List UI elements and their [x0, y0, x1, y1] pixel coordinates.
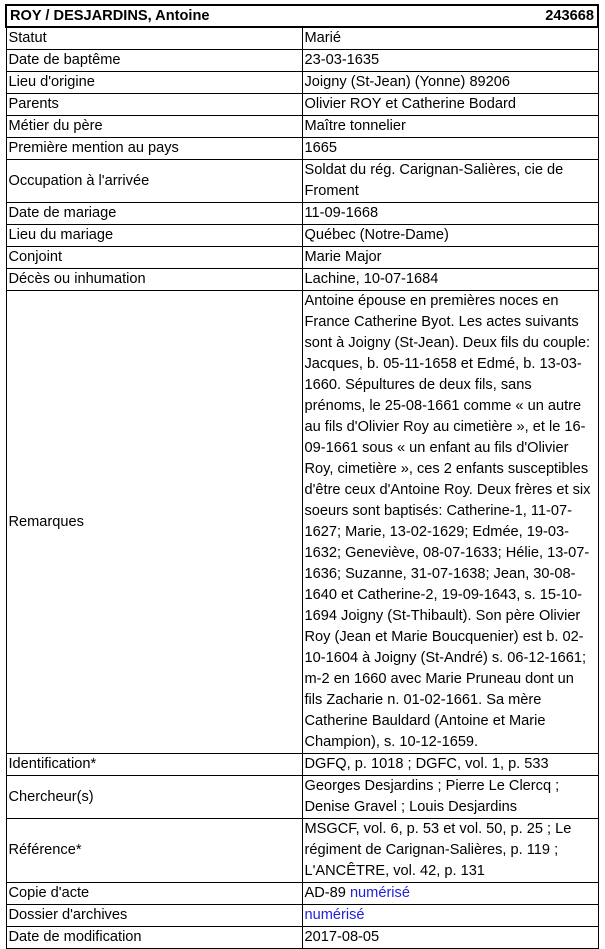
field-value: DGFQ, p. 1018 ; DGFC, vol. 1, p. 533: [302, 754, 598, 776]
row-statut: [6, 27, 598, 50]
field-label: Copie d'acte: [6, 883, 302, 905]
field-label: Remarques: [6, 291, 302, 754]
field-value: 2017-08-05: [302, 927, 598, 949]
record-card: [5, 4, 599, 949]
row-conjoint: [6, 247, 598, 269]
field-label: Première mention au pays: [6, 138, 302, 160]
field-value: Marié: [302, 27, 598, 50]
field-label: Référence*: [6, 819, 302, 883]
field-value: Olivier ROY et Catherine Bodard: [302, 94, 598, 116]
field-label: Parents: [6, 94, 302, 116]
row-premiere-mention: [6, 138, 598, 160]
row-date-mariage: [6, 203, 598, 225]
row-date-bapteme: [6, 50, 598, 72]
field-value: Georges Desjardins ; Pierre Le Clercq ; Denise Gravel ; Louis Desjardins: [302, 776, 598, 819]
record-id: 243668: [545, 8, 594, 24]
row-deces: [6, 269, 598, 291]
field-label: Dossier d'archives: [6, 905, 302, 927]
row-dossier-archives: [6, 905, 598, 927]
field-value: Maître tonnelier: [302, 116, 598, 138]
field-label: Date de baptême: [6, 50, 302, 72]
header-row: [6, 5, 598, 27]
row-date-modification: [6, 927, 598, 949]
row-identification: [6, 754, 598, 776]
row-remarques: [6, 291, 598, 754]
copie-prefix: AD-89: [304, 885, 346, 901]
field-value: Joigny (St-Jean) (Yonne) 89206: [302, 72, 598, 94]
row-chercheurs: [6, 776, 598, 819]
row-copie-acte: [6, 883, 598, 905]
field-label: Métier du père: [6, 116, 302, 138]
field-value: [302, 905, 598, 927]
field-label: Chercheur(s): [6, 776, 302, 819]
field-value: 23-03-1635: [302, 50, 598, 72]
field-value: Québec (Notre-Dame): [302, 225, 598, 247]
field-value: MSGCF, vol. 6, p. 53 et vol. 50, p. 25 ; Le régiment de Carignan-Salières, p. 119 ; L'ANCÊTRE, vol. 42, p. 131: [302, 819, 598, 883]
field-label: Lieu d'origine: [6, 72, 302, 94]
field-label: Décès ou inhumation: [6, 269, 302, 291]
row-lieu-mariage: [6, 225, 598, 247]
field-label: Occupation à l'arrivée: [6, 160, 302, 203]
field-value: Marie Major: [302, 247, 598, 269]
record-table: [5, 4, 599, 949]
row-parents: [6, 94, 598, 116]
field-value: 11-09-1668: [302, 203, 598, 225]
field-label: Date de mariage: [6, 203, 302, 225]
row-occupation: [6, 160, 598, 203]
field-label: Date de modification: [6, 927, 302, 949]
field-label: Conjoint: [6, 247, 302, 269]
copie-acte-link[interactable]: numérisé: [349, 885, 410, 901]
field-value: Antoine épouse en premières noces en France Catherine Byot. Les actes suivants sont à Joigny (St-Jean). Deux fils du couple: Jacques, b. 05-11-1658 et Edmé, b. 13-03-1660. Sépultures de deux fils, sans prénoms, le 25-08-1661 comme « un autre au fils d'Olivier Roy au cimetière », et le 16-09-1661 sous « un enfant au fils d'Olivier Roy, cimetière », ces 2 enfants susceptibles d'être ceux d'Antoine Roy. Deux frères et six soeurs sont baptisés: Catherine-1, 11-07-1627; Marie, 13-02-1629; Edmée, 19-03-1632; Geneviève, 08-07-1633; Hélie, 13-07-1636; Suzanne, 31-07-1638; Jean, 30-08-1640 et Catherine-2, 19-09-1643, s. 15-10-1694 Joigny (St-Thibault). Son père Olivier Roy (Jean et Marie Boucquenier) est b. 02-10-1604 à Joigny (St-André) s. 06-12-1661; m-2 en 1660 avec Marie Pruneau dont un fils Zacharie n. 01-02-1661. Sa mère Catherine Bauldard (Antoine et Marie Champion), s. 10-12-1659.: [302, 291, 598, 754]
field-label: Statut: [6, 27, 302, 50]
row-reference: [6, 819, 598, 883]
field-label: Lieu du mariage: [6, 225, 302, 247]
field-value: Lachine, 10-07-1684: [302, 269, 598, 291]
field-value: [302, 883, 598, 905]
field-value: 1665: [302, 138, 598, 160]
dossier-archives-link[interactable]: numérisé: [304, 907, 365, 923]
row-lieu-origine: [6, 72, 598, 94]
person-name: ROY / DESJARDINS, Antoine: [10, 8, 210, 24]
field-value: Soldat du rég. Carignan-Salières, cie de Froment: [302, 160, 598, 203]
field-label: Identification*: [6, 754, 302, 776]
row-metier-pere: [6, 116, 598, 138]
